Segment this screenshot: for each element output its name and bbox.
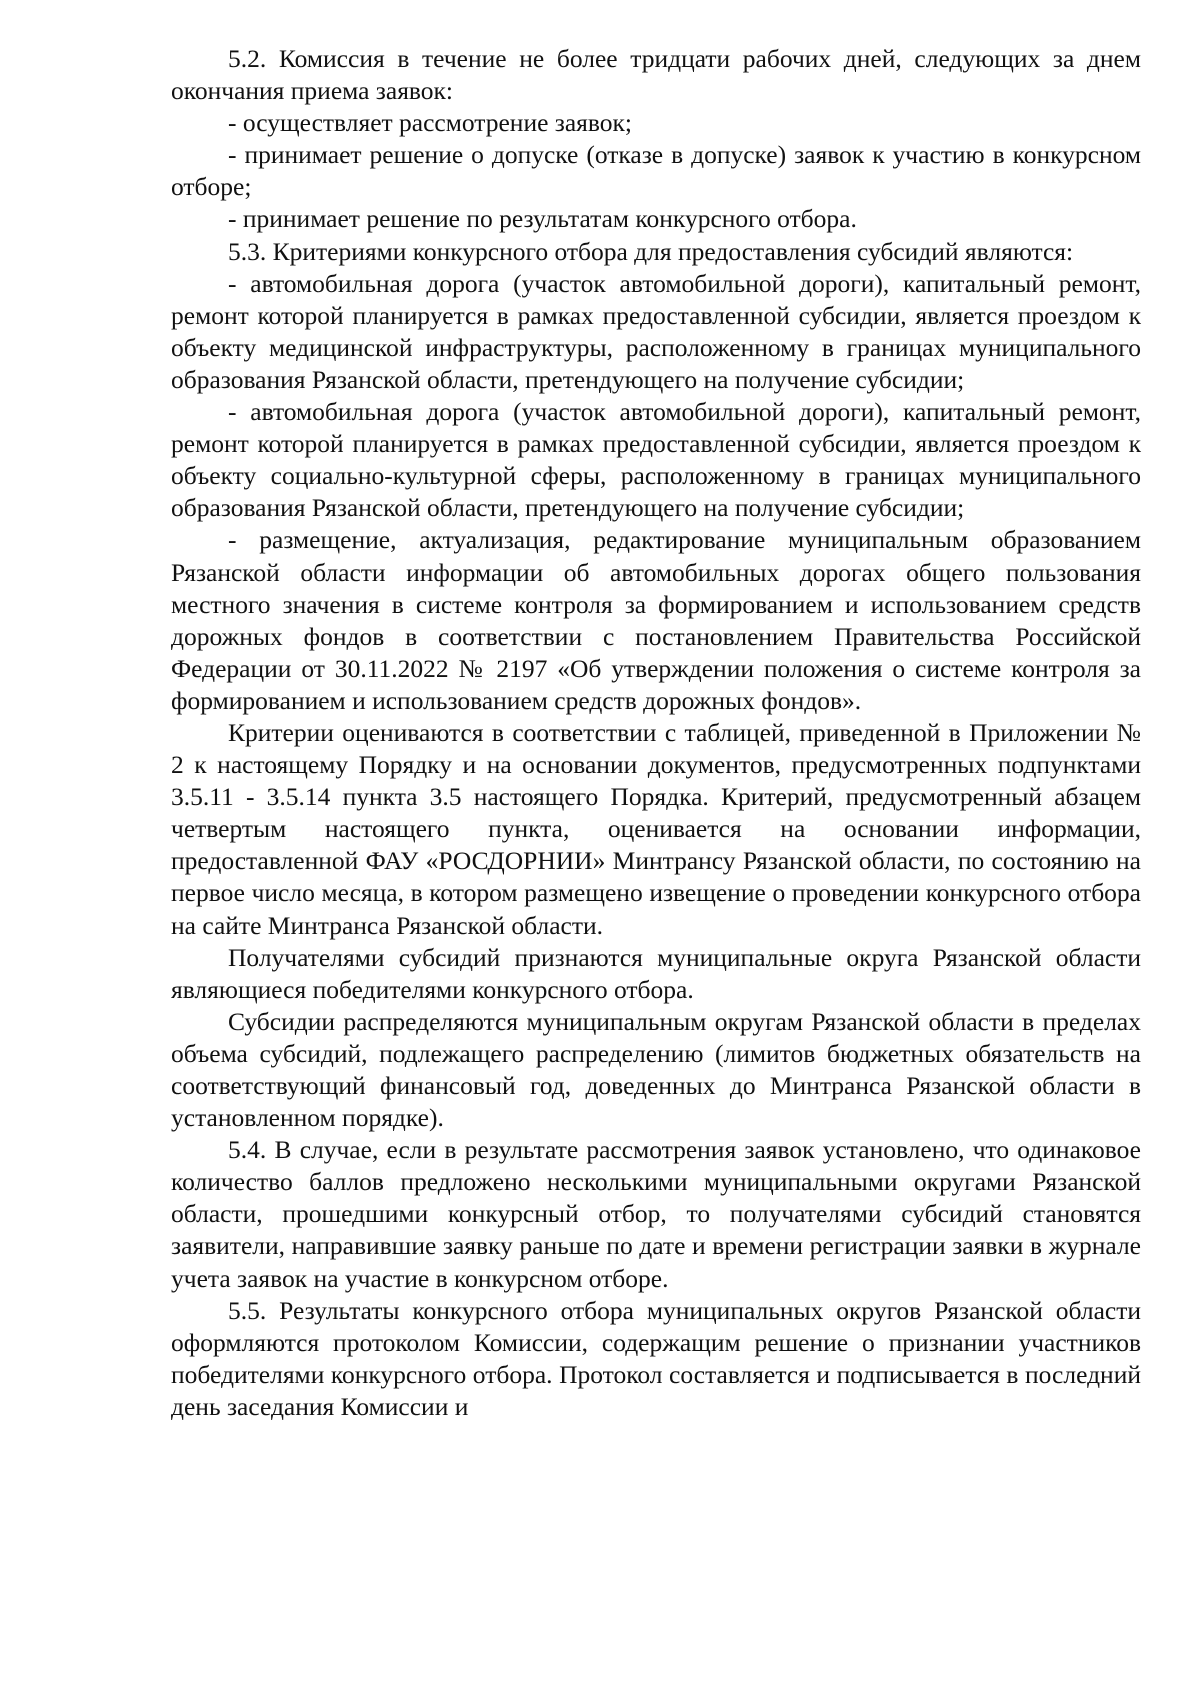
paragraph-5-3: 5.3. Критериями конкурсного отбора для предоставления субсидий являются: (228, 236, 1074, 266)
paragraph-criteria-evaluation: Критерии оцениваются в соответствии с таблицей, приведенной в Приложении № 2 к настоящему Порядку и на основании документов, предусмотренных подпунктами 3.5.11 - 3.5.14 пункта 3.5 настоящего Порядка. Критерий, предусмотренный абзацем четвертым настоящего пункта, оценивается на основании информации, предоставленной ФАУ «РОСДОРНИИ» Минтрансу Рязанской области, по состоянию на первое число месяца, в котором размещено извещение о проведении конкурсного отбора на сайте Минтранса Рязанской области. (171, 717, 1141, 940)
paragraph-subsidy-recipients: Получателями субсидий признаются муниципальные округа Рязанской области являющиеся победителями конкурсного отбора. (171, 942, 1141, 1004)
document-body (171, 43, 1141, 1423)
criterion-road-fund-information: - размещение, актуализация, редактирование муниципальным образованием Рязанской области информации об автомобильных дорогах общего пользования местного значения в системе контроля за формированием и использованием средств дорожных фондов в соответствии с постановлением Правительства Российской Федерации от 30.11.2022 № 2197 «Об утверждении положения о системе контроля за формированием и использованием средств дорожных фондов». (171, 525, 1141, 715)
list-item-results-decision: - принимает решение по результатам конкурсного отбора. (228, 204, 857, 234)
paragraph-5-4: 5.4. В случае, если в результате рассмотрения заявок установлено, что одинаковое количество баллов предложено несколькими муниципальными округами Рязанской области, прошедшими конкурсный отбор, то получателями субсидий становятся заявители, направившие заявку раньше по дате и времени регистрации заявки в журнале учета заявок на участие в конкурсном отборе. (171, 1135, 1141, 1293)
paragraph-5-2: 5.2. Комиссия в течение не более тридцати рабочих дней, следующих за днем окончания приема заявок: (171, 44, 1141, 106)
paragraph-subsidy-distribution: Субсидии распределяются муниципальным округам Рязанской области в пределах объема субсидий, подлежащего распределению (лимитов бюджетных обязательств на соответствующий финансовый год, доведенных до Минтранса Рязанской области в установленном порядке). (171, 1006, 1141, 1133)
paragraph-5-5: 5.5. Результаты конкурсного отбора муниципальных округов Рязанской области оформляются протоколом Комиссии, содержащим решение о признании участников победителями конкурсного отбора. Протокол составляется и подписывается в последний день заседания Комиссии и (171, 1295, 1141, 1421)
list-item-review-applications: - осуществляет рассмотрение заявок; (228, 108, 633, 138)
list-item-admission-decision: - принимает решение о допуске (отказе в допуске) заявок к участию в конкурсном отборе; (171, 140, 1141, 202)
criterion-medical-infrastructure: - автомобильная дорога (участок автомобильной дороги), капитальный ремонт, ремонт которой планируется в рамках предоставленной субсидии, является проездом к объекту медицинской инфраструктуры, расположенному в границах муниципального образования Рязанской области, претендующего на получение субсидии; (171, 268, 1141, 394)
criterion-social-cultural: - автомобильная дорога (участок автомобильной дороги), капитальный ремонт, ремонт которой планируется в рамках предоставленной субсидии, является проездом к объекту социально-культурной сферы, расположенному в границах муниципального образования Рязанской области, претендующего на получение субсидии; (171, 397, 1141, 523)
